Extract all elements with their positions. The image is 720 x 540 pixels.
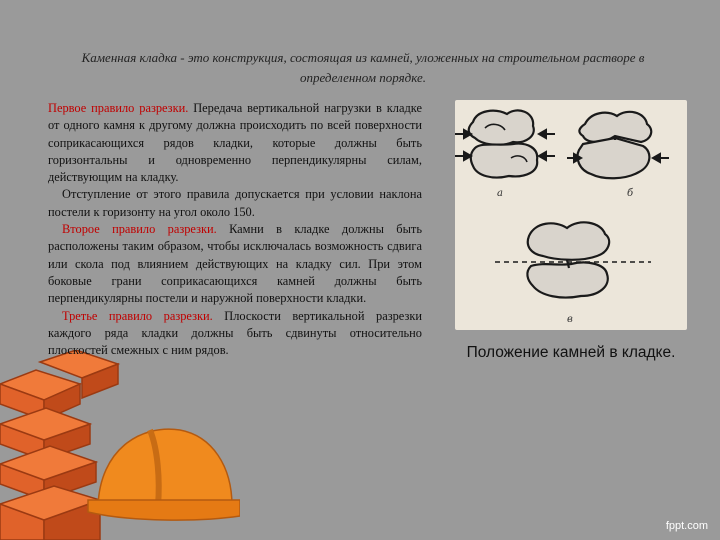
figure-label-a: а: [497, 188, 503, 199]
figure-label-b: б: [627, 188, 634, 199]
intro-text: Каменная кладка - это конструкция, состоящая из камней, уложенных на строительном растворе в определенном порядке.: [81, 50, 645, 85]
rules-text-block: [48, 100, 422, 359]
figure-label-c: в: [567, 314, 573, 325]
hard-hat-icon: [88, 429, 240, 520]
stone-c-bottom: [527, 262, 607, 297]
rule-2-text: Камни в кладке должны быть расположены таким образом, чтобы исключалась возможность сдвига или скола под влиянием действующих на кладку сил. При этом боковые грани соприкасающихся камней должны быть перпендикулярны постели и наружной поверхности кладки.: [48, 222, 422, 306]
stone-pair-a: [469, 110, 537, 177]
rule-3-text: Плоскости вертикальной разрезки каждого ряда кладки должны быть сдвинуты относительно плоскостей смежных с ним рядов.: [48, 308, 422, 358]
figure-caption: Положение камней в кладке.: [466, 344, 676, 361]
stone-b-bottom: [578, 138, 650, 178]
stone-position-figure: [455, 100, 687, 330]
rule-1-text: Передача вертикальной нагрузки в кладке от одного камня к другому должна происходить по всей поверхности соприкасающихся рядов кладки, которые должны быть горизонтальны и одновременно перпендикулярны силам, действующим на кладку.: [48, 101, 422, 185]
rule-3-title: Третье правило разрезки.: [62, 308, 213, 323]
rule-2-paragraph: [48, 221, 422, 307]
rule-1-title: Первое правило разрезки.: [48, 101, 189, 115]
stone-diagram: [455, 100, 687, 330]
stone-c-top: [528, 222, 609, 259]
watermark: fppt.com: [665, 520, 708, 532]
stone-pair-c: [527, 222, 609, 297]
rule-3-paragraph: [48, 308, 422, 360]
rule-2-title: Второе правило разрезки.: [62, 222, 217, 237]
stone-pair-b: [578, 112, 652, 178]
rule-1-paragraph: [48, 100, 422, 186]
rule-1-note: Отступление от этого правила допускается при условии наклона постели к горизонту на угол около 150.: [48, 187, 422, 219]
stone-a-top: [469, 110, 534, 145]
bricks-helmet-decoration: [0, 350, 240, 540]
